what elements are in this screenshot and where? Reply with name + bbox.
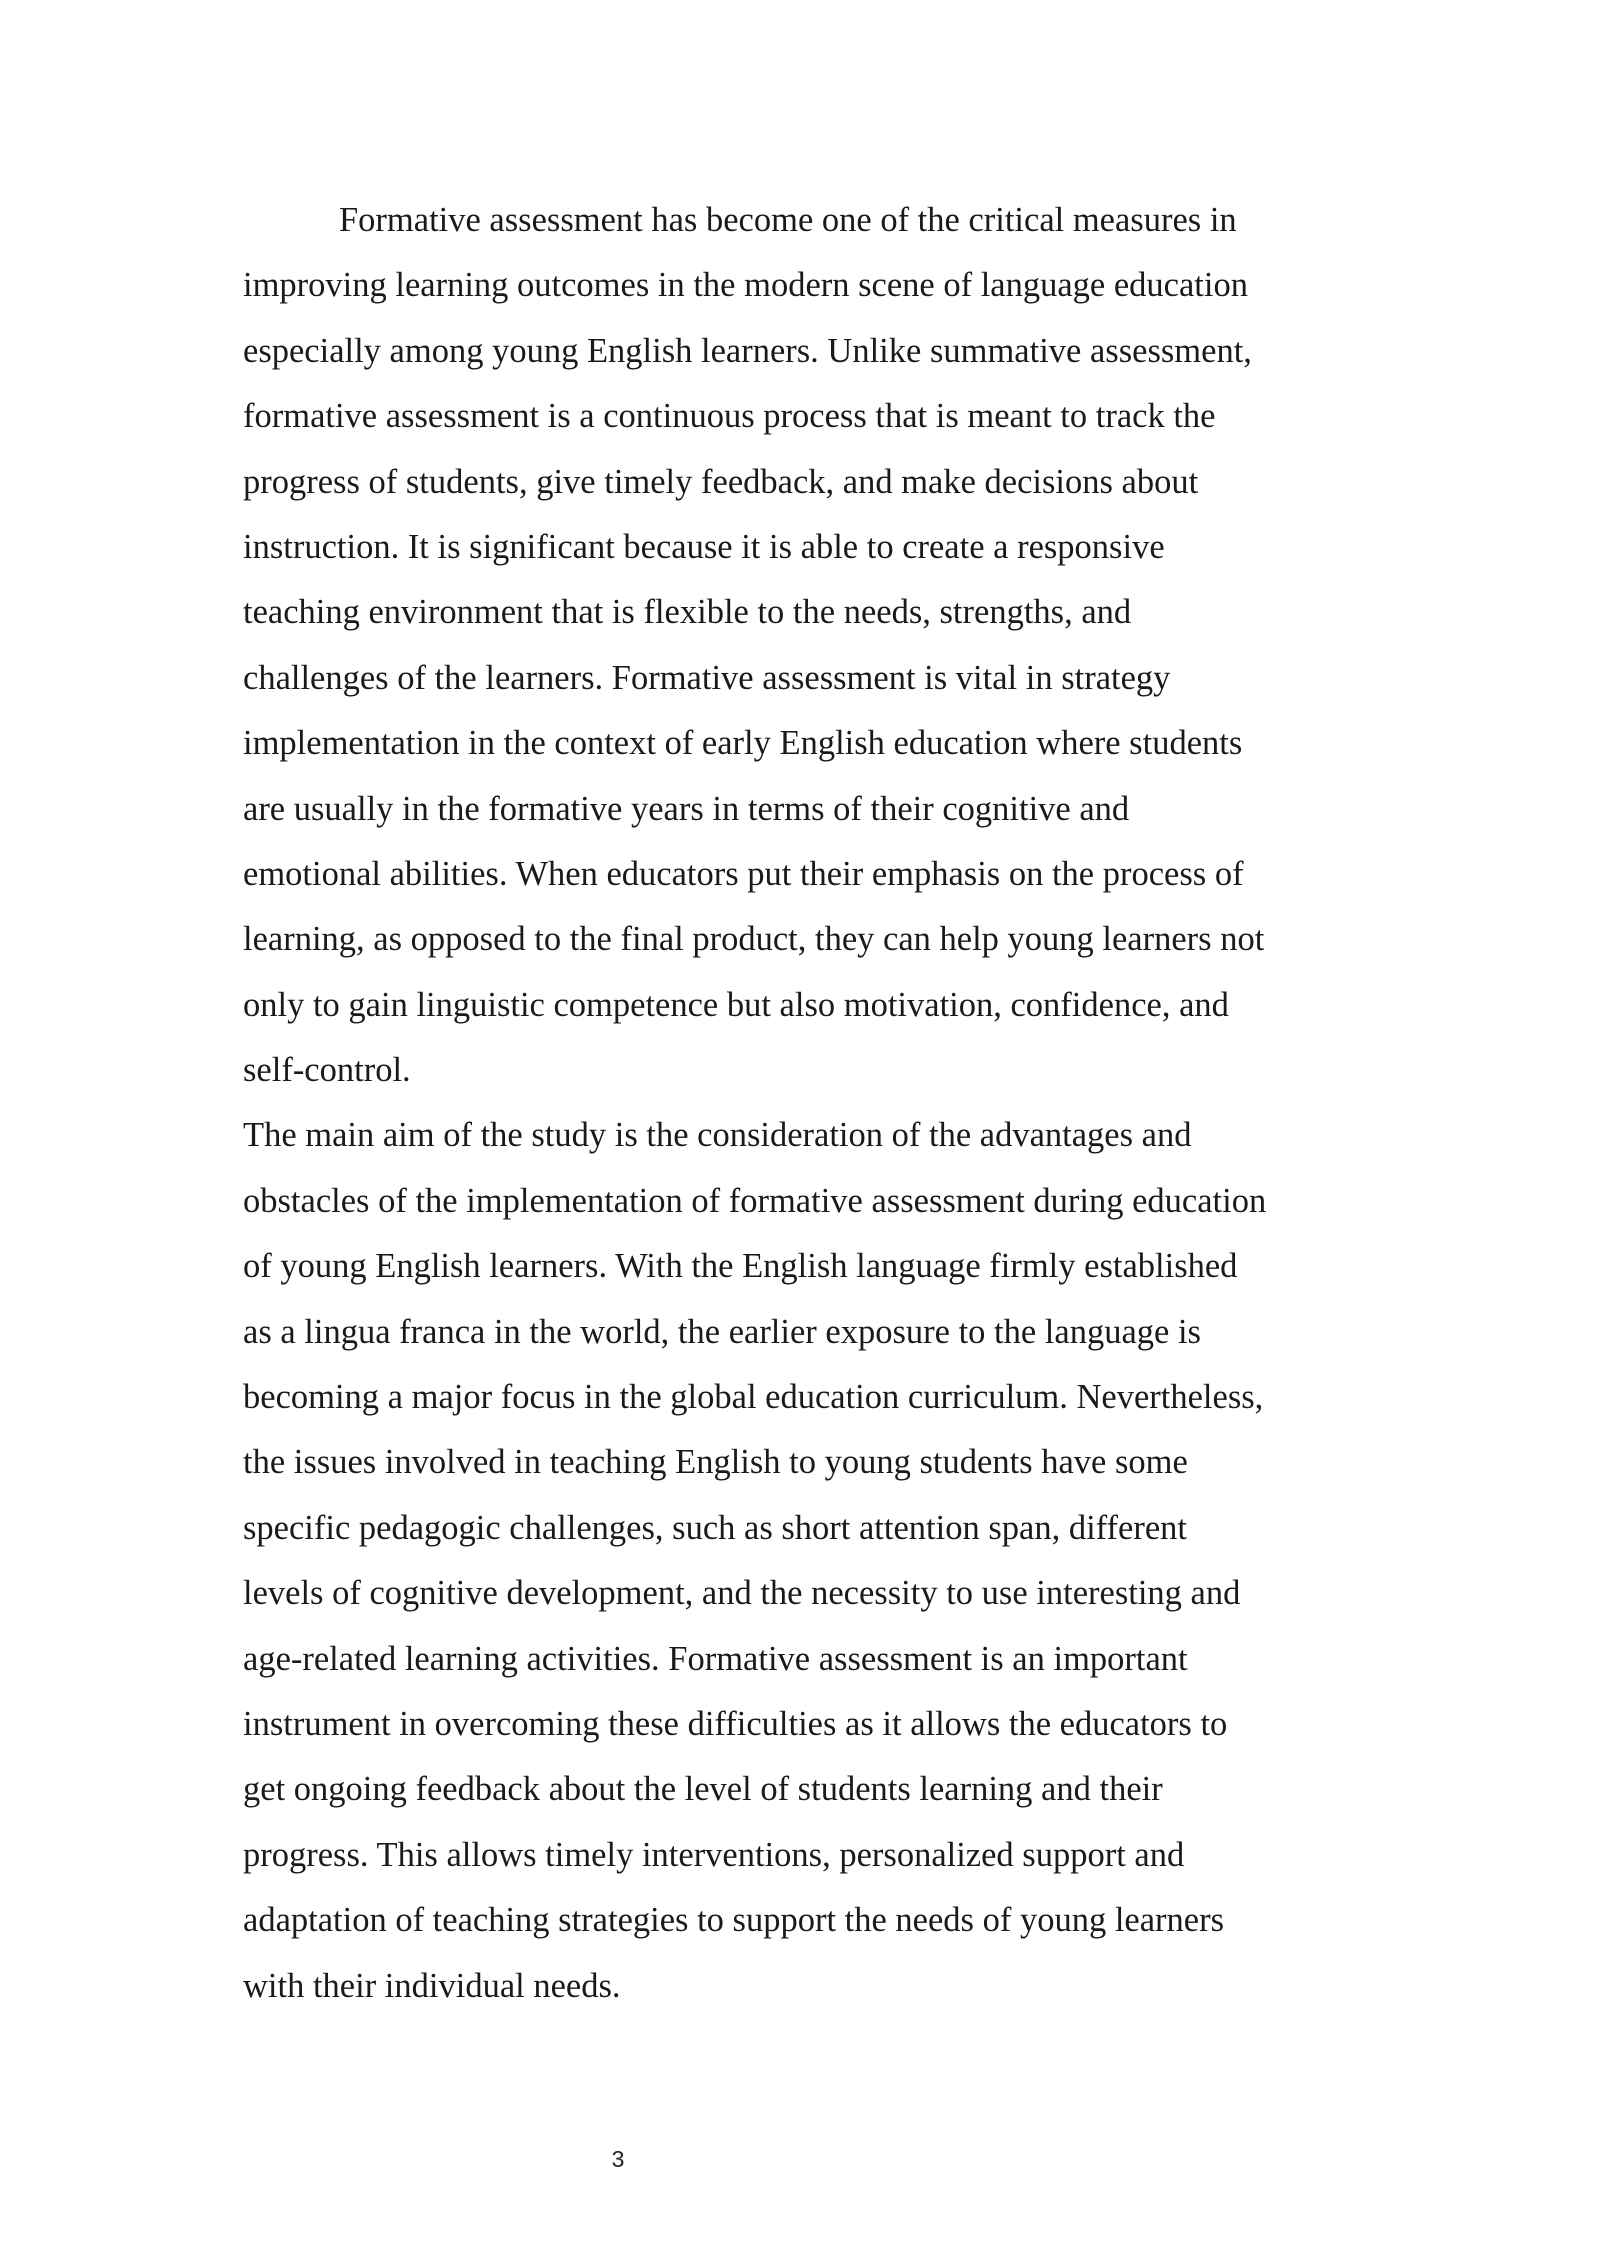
paragraph-line: challenges of the learners. Formative assessment is vital in strategy (243, 658, 1171, 697)
paragraph-line: emotional abilities. When educators put their emphasis on the process of (243, 854, 1244, 893)
paragraph-line: formative assessment is a continuous process that is meant to track the (243, 397, 1216, 436)
paragraph-line: becoming a major focus in the global education curriculum. Nevertheless, (243, 1378, 1264, 1417)
paragraph-line: The main aim of the study is the consideration of the advantages and (243, 1116, 1192, 1155)
paragraph-line: the issues involved in teaching English to young students have some (243, 1443, 1188, 1482)
paragraph-line: implementation in the context of early English education where students (243, 724, 1243, 763)
paragraph-line: learning, as opposed to the final product, they can help young learners not (243, 920, 1265, 959)
paragraph-line: self-control. (243, 1051, 411, 1090)
paragraph-line: progress of students, give timely feedback, and make decisions about (243, 462, 1199, 501)
page-number: 3 (611, 2146, 625, 2172)
paragraph-line: as a lingua franca in the world, the earlier exposure to the language is (243, 1312, 1201, 1351)
paragraph-line: instruction. It is significant because it is able to create a responsive (243, 527, 1165, 566)
paragraph-line: with their individual needs. (243, 1966, 621, 2005)
paragraph-line: progress. This allows timely interventions, personalized support and (243, 1835, 1185, 1874)
paragraph-line: of young English learners. With the English language firmly established (243, 1247, 1238, 1286)
paragraph-line: improving learning outcomes in the modern scene of language education (243, 266, 1248, 305)
paragraph-line: instrument in overcoming these difficulties as it allows the educators to (243, 1704, 1228, 1743)
paragraph-line: age-related learning activities. Formative assessment is an important (243, 1639, 1188, 1678)
paragraph-line: adaptation of teaching strategies to support the needs of young learners (243, 1901, 1225, 1940)
paragraph-1 (243, 188, 1383, 1103)
paragraph-line: get ongoing feedback about the level of students learning and their (243, 1770, 1163, 1809)
paragraph-line: levels of cognitive development, and the necessity to use interesting and (243, 1574, 1241, 1613)
paragraph-2 (243, 1103, 1383, 2018)
paragraph-line: obstacles of the implementation of formative assessment during education (243, 1181, 1267, 1220)
paragraph-line: Formative assessment has become one of the critical measures in (339, 201, 1237, 239)
paragraph-line: especially among young English learners. Unlike summative assessment, (243, 331, 1252, 370)
body-text (243, 188, 1383, 2019)
paragraph-line: teaching environment that is flexible to the needs, strengths, and (243, 593, 1132, 632)
paragraph-line: are usually in the formative years in terms of their cognitive and (243, 789, 1130, 828)
paragraph-line: only to gain linguistic competence but also motivation, confidence, and (243, 985, 1229, 1024)
paragraph-line: specific pedagogic challenges, such as short attention span, different (243, 1508, 1187, 1547)
